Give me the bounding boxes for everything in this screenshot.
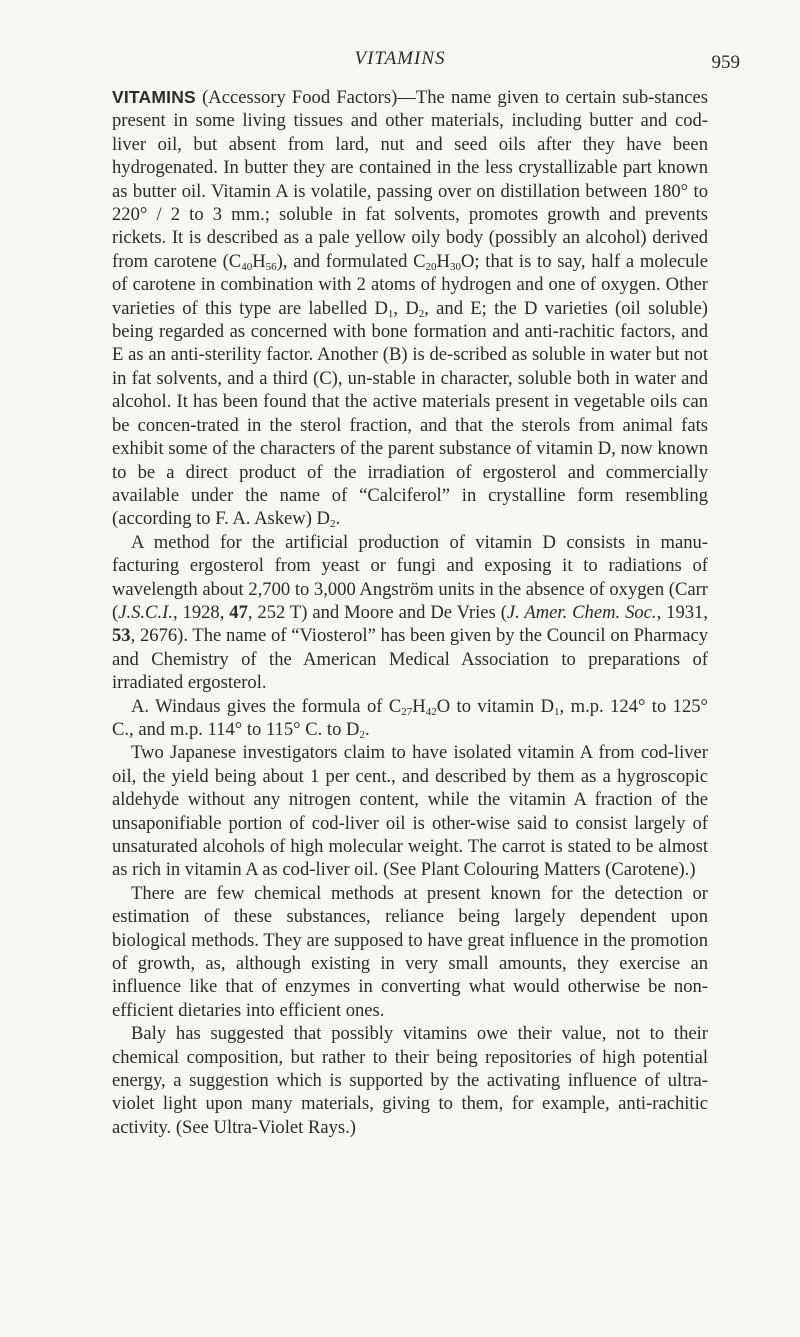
paragraph-2: A method for the artificial production of vitamin D consists in manu-facturing ergosterol from yeast or fungi and exposing it to radiations of wavelength about 2,700 to 3,000 Angström units in the absence of oxygen (Carr (J.S.C.I., 1928, 47, 252 T) and Moore and De Vries (J. Amer. Chem. Soc., 1931, 53, 2676). The name of “Viosterol” has been given by the Council on Pharmacy and Chemistry of the American Medical Association to preparations of irradiated ergosterol.: [112, 531, 708, 694]
paragraph-6: Baly has suggested that possibly vitamins owe their value, not to their chemical composition, but rather to their being repositories of high potential energy, a suggestion which is supported by the activating influence of ultra-violet light upon many materials, giving to them, for example, anti-rachitic activity. (See Ultra-Violet Rays.): [112, 1023, 708, 1138]
paragraph-5: There are few chemical methods at present known for the detection or estimation of these substances, reliance being largely dependent upon biological methods. They are supposed to have great influence in the promotion of growth, as, although existing in very small amounts, they exercise an influence like that of enzymes in converting what would otherwise be non-efficient dietaries into efficient ones.: [112, 882, 708, 1021]
page-header: [0, 48, 800, 72]
paragraph-1: VITAMINS (Accessory Food Factors)—The name given to certain sub-stances present in some living tissues and other materials, including butter and cod-liver oil, but absent from lard, nut and seed oils after they have been hydrogenated. In butter they are contained in the less crystallizable part known as butter oil. Vitamin A is volatile, passing over on distillation between 180° to 220° / 2 to 3 mm.; soluble in fat solvents, promotes growth and prevents rickets. It is described as a pale yellow oily body (possibly an alcohol) derived from carotene $(C_{40}H_{56})$, and formulated $C_{20}H_{30}O$; that is to say, half a molecule of carotene in combination with 2 atoms of hydrogen and one of oxygen. Other varieties of this type are labelled $D_1$, $D_2$, and E; the D varieties (oil soluble) being regarded as concerned with bone formation and anti-rachitic factors, and E as an anti-sterility factor. Another (B) is de-scribed as soluble in water but not in fat solvents, and a third (C), un-stable in character, soluble both in water and alcohol. It has been found that the active materials present in vegetable oils can be concen-trated in the sterol fraction, and that the sterols from animal fats exhibit some of the characters of the parent substance of vitamin D, now known to be a direct product of the irradiation of ergosterol and commercially available under the name of “Calciferol” in crystalline form resembling (according to F. A. Askew) $D_2$.: [112, 87, 709, 531]
entry-body: [112, 86, 708, 1139]
citation-journal: J. Amer. Chem. Soc.: [506, 601, 657, 623]
paragraph-4: Two Japanese investigators claim to have isolated vitamin A from cod-liver oil, the yield being about 1 per cent., and described by them as a hygroscopic aldehyde without any nitrogen content, while the vitamin A fraction of the unsaponifiable portion of cod-liver oil is other-wise said to consist largely of unsaturated alcohols of high molecular weight. The carrot is stated to be almost as rich in vitamin A as cod-liver oil. (See Plant Colouring Matters (Carotene).): [112, 742, 708, 881]
running-head: VITAMINS: [354, 48, 446, 69]
citation-volume: 47: [229, 601, 248, 623]
page-number: 959: [711, 52, 740, 73]
citation-journal: J.S.C.I.: [118, 601, 173, 623]
paragraph-3: A. Windaus gives the formula of $C_{27}H_{42}O$ to vitamin $D_1$, m.p. 124° to 125° C., and m.p. 114° to 115° C. to $D_2$.: [112, 695, 708, 741]
citation-volume: 53: [112, 625, 131, 647]
entry-headword-suffix: (Accessory Food Factors): [195, 87, 398, 108]
entry-headword: VITAMINS: [112, 87, 196, 107]
